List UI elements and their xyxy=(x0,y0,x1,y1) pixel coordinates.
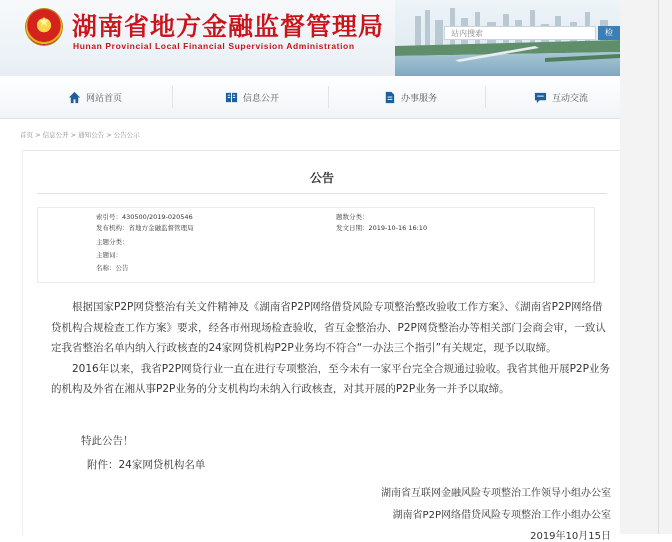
nav-divider xyxy=(328,86,329,108)
signature-line: 湖南省P2P网络借贷风险专项整治工作小组办公室 xyxy=(392,510,611,521)
title-divider xyxy=(37,193,607,194)
meta-index-no: 索引号：430500/2019-020546 xyxy=(96,213,193,221)
page-margin xyxy=(620,0,672,534)
site-title-english: Hunan Provincial Local Financial Supervision Administration xyxy=(73,41,355,51)
site-title[interactable]: 湖南省地方金融监督管理局 xyxy=(72,12,385,41)
meta-topic-category: 主题分类： xyxy=(96,238,129,246)
meta-publisher: 发布机构：省地方金融监督管理局 xyxy=(96,224,194,232)
book-icon xyxy=(225,91,238,104)
signature-date: 2019年10月15日 xyxy=(530,531,611,542)
nav-item-home[interactable] xyxy=(68,88,122,106)
main-nav xyxy=(0,76,620,119)
body-paragraph: 根据国家P2P网贷整治有关文件精神及《湖南省P2P网络借贷风险专项整治整改验收工作方案》、《湖南省P2P网络借贷机构合规检查工作方案》要求，经各市州现场检查验收，省互金整治办、P2P网贷整治办等相关部门会商会审，一致认定我省整治名单内纳入行政核查的24家网贷机构P2P业务均不符合“一办法三个指引”有关规定，现予以取缔。 xyxy=(51,301,606,354)
nav-item-services[interactable] xyxy=(383,88,437,106)
body-paragraph: 2016年以来，我省P2P网贷行业一直在进行专项整治，至今未有一家平台完全合规通过验收。我省其他开展P2P业务的机构及外省在湘从事P2P业务的分支机构均未纳入行政核查，对其开展的P2P业务一并予以取缔。 xyxy=(51,362,610,395)
meta-category: 题数分类： xyxy=(336,213,369,221)
site-header xyxy=(0,0,620,76)
margin-divider xyxy=(658,0,659,534)
attachment-link[interactable]: 附件：24家网贷机构名单 xyxy=(87,459,206,471)
breadcrumb[interactable]: 首页 > 信息公开 > 通知公告 > 公告公示 xyxy=(20,131,140,139)
home-icon xyxy=(68,91,81,104)
meta-keywords: 主题词： xyxy=(96,251,122,259)
nav-item-label: 互动交流 xyxy=(552,93,589,104)
nav-divider xyxy=(172,86,173,108)
chat-icon xyxy=(534,91,547,104)
notice-body xyxy=(51,297,611,400)
nav-item-label: 网站首页 xyxy=(86,93,123,104)
notice-title: 公告 xyxy=(309,171,334,185)
nav-item-interaction[interactable] xyxy=(534,88,588,106)
closing-text: 特此公告！ xyxy=(81,435,134,447)
search-button[interactable]: 检 xyxy=(598,26,620,40)
nav-item-info[interactable] xyxy=(225,88,279,106)
signature-line: 湖南省互联网金融风险专项整治工作领导小组办公室 xyxy=(381,488,611,499)
search-input[interactable]: 站内搜索 xyxy=(444,26,596,40)
meta-name: 名称：公告 xyxy=(96,264,129,272)
metadata-table xyxy=(37,207,595,283)
nav-divider xyxy=(485,86,486,108)
nav-item-label: 办事服务 xyxy=(401,93,438,104)
meta-date: 发文日期：2019-10-16 16:10 xyxy=(336,224,428,232)
nav-item-label: 信息公开 xyxy=(243,93,280,104)
notice-content xyxy=(22,150,621,542)
national-emblem-icon xyxy=(26,9,62,45)
document-icon xyxy=(383,91,396,104)
